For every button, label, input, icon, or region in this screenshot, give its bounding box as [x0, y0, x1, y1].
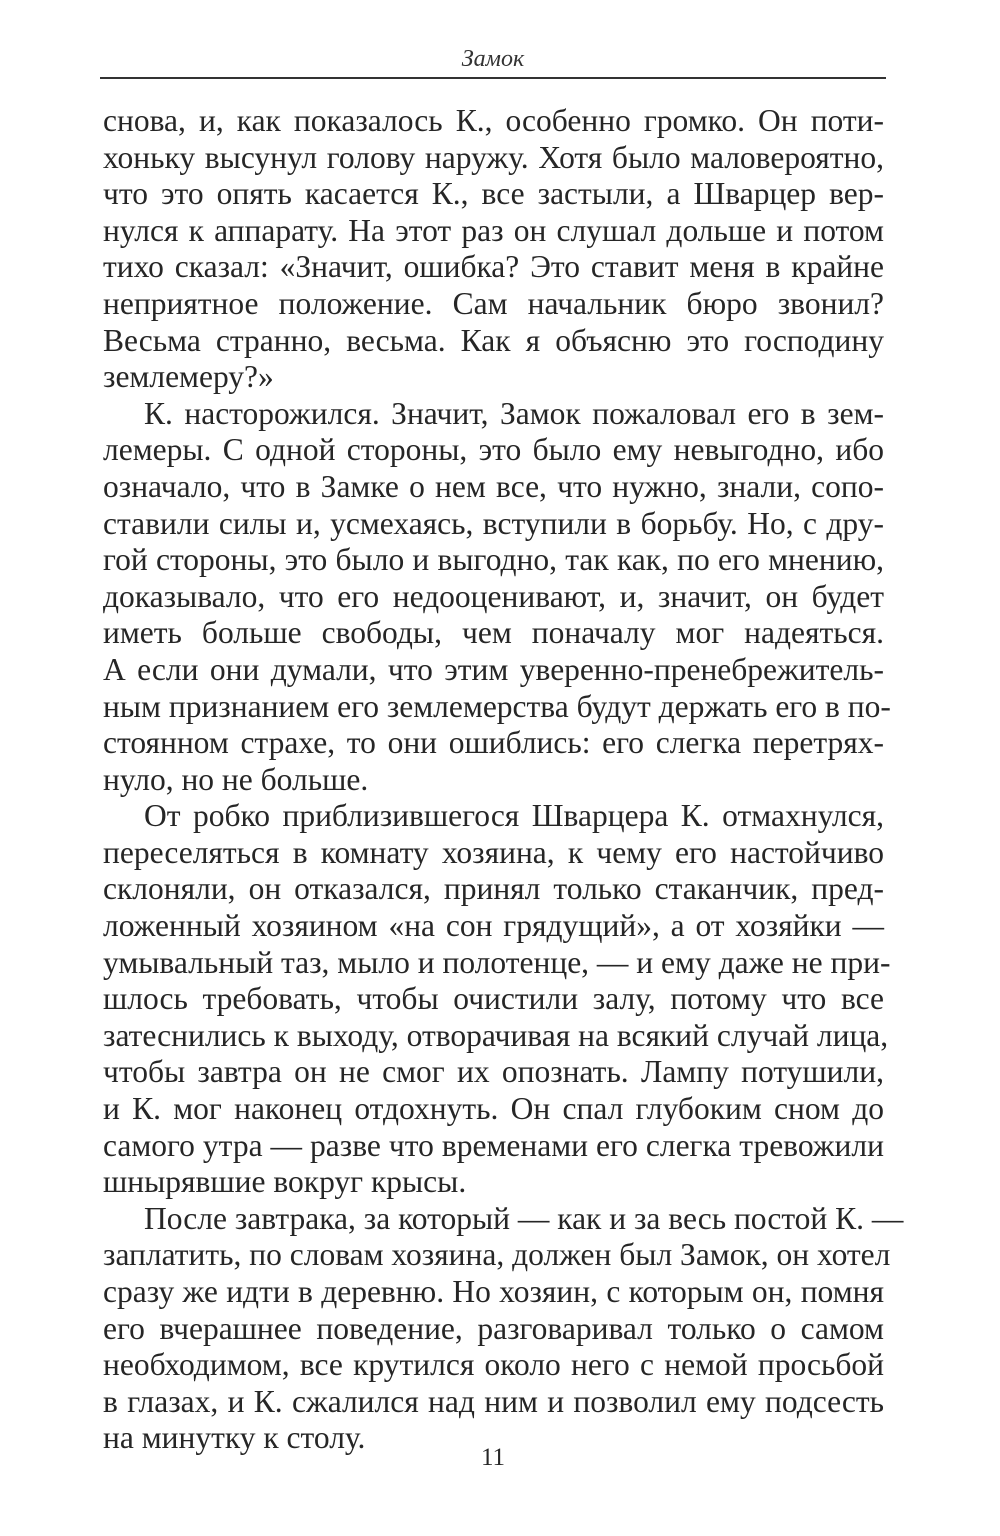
- text-line: сразу же идти в деревню. Но хозяин, с которым он, помня: [103, 1274, 884, 1309]
- page-number: 11: [480, 1444, 506, 1471]
- text-line: нуло, но не больше.: [103, 761, 369, 797]
- text-line: умывальный таз, мыло и полотенце, — и ему даже не при-: [103, 944, 891, 980]
- text-line: его вчерашнее поведение, разговаривал только о самом: [103, 1310, 884, 1346]
- text-line: гой стороны, это было и выгодно, так как, по его мнению,: [103, 542, 884, 578]
- text-line: стоянном страхе, то они ошиблись: его слегка перетрях-: [103, 725, 884, 761]
- text-line: склоняли, он отказался, принял только стаканчик, пред-: [103, 871, 884, 907]
- text-line: К. насторожился. Значит, Замок пожаловал его в зем-: [144, 395, 884, 431]
- text-line: и К. мог наконец отдохнуть. Он спал глубоким сном до: [103, 1091, 884, 1127]
- paragraph: [103, 1200, 904, 1457]
- text-line: тихо сказал: «Значит, ошибка? Это ставит меня в крайне: [103, 249, 884, 285]
- text-line: самого утра — разве что временами его слегка тревожили: [103, 1127, 884, 1163]
- header-rule: [100, 77, 886, 79]
- text-line: ным признанием его землемерства будут держать его в по-: [103, 688, 891, 724]
- text-line: ложенный хозяином «на сон грядущий», а от хозяйки —: [103, 908, 884, 944]
- text-line: хоньку высунул голову наружу. Хотя было маловероятно,: [103, 139, 884, 175]
- text-line: землемеру?»: [103, 359, 274, 395]
- text-line: на минутку к столу.: [103, 1420, 366, 1456]
- text-line: означало, что в Замке о нем все, что нужно, знали, сопо-: [103, 468, 884, 504]
- text-line: что это опять касается К., все застыли, а Шварцер вер-: [103, 176, 884, 212]
- text-line: От робко приблизившегося Шварцера К. отмахнулся,: [144, 798, 884, 834]
- text-line: нулся к аппарату. На этот раз он слушал дольше и потом: [103, 212, 884, 248]
- text-line: шлось требовать, чтобы очистили залу, потому что все: [103, 981, 884, 1017]
- text-line: снова, и, как показалось К., особенно громко. Он поти-: [103, 103, 884, 138]
- text-line: переселяться в комнату хозяина, к чему его настойчиво: [103, 834, 884, 870]
- paragraph: [103, 395, 891, 799]
- paragraph: [103, 103, 884, 396]
- text-line: чтобы завтра он не смог их опознать. Лампу потушили,: [103, 1054, 884, 1090]
- text-line: в глазах, и К. сжалился над ним и позволил ему подсесть: [103, 1383, 884, 1419]
- text-line: необходимом, все крутился около него с немой просьбой: [103, 1347, 884, 1383]
- text-line: затеснились к выходу, отворачивая на всякий случай лица,: [103, 1017, 889, 1053]
- text-line: доказывало, что его недооценивают, и, значит, он будет: [103, 578, 884, 614]
- text-line: иметь больше свободы, чем поначалу мог надеяться.: [103, 615, 884, 651]
- text-line: После завтрака, за который — как и за весь постой К. —: [144, 1200, 904, 1236]
- paragraph: [103, 798, 891, 1201]
- text-line: А если они думали, что этим уверенно-пренебрежитель-: [103, 651, 884, 687]
- body-text: [103, 103, 904, 1457]
- text-line: ставили силы и, усмехаясь, вступили в борьбу. Но, с дру-: [103, 505, 884, 541]
- text-line: лемеры. С одной стороны, это было ему невыгодно, ибо: [103, 432, 884, 468]
- text-line: неприятное положение. Сам начальник бюро звонил?: [103, 285, 884, 321]
- text-line: Весьма странно, весьма. Как я объясню это господину: [103, 322, 884, 358]
- text-line: шнырявшие вокруг крысы.: [103, 1164, 467, 1200]
- running-head-title: Замок: [461, 46, 525, 72]
- text-line: заплатить, по словам хозяина, должен был Замок, он хотел: [103, 1237, 891, 1273]
